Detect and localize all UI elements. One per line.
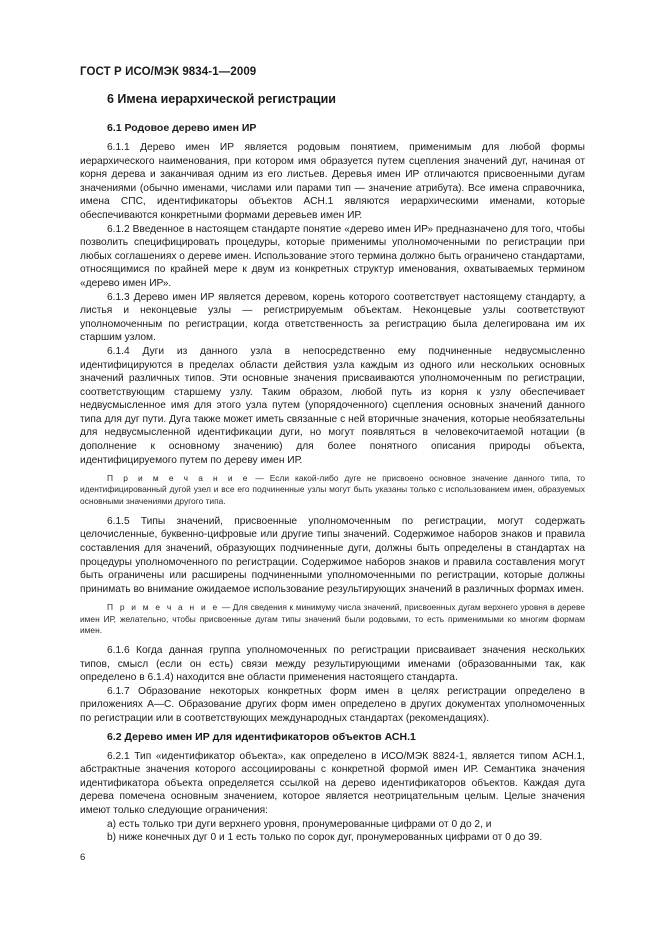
- section-6-title: 6 Имена иерархической регистрации: [107, 92, 336, 106]
- paragraph-6-1-1: 6.1.1 Дерево имен ИР является родовым понятием, применимым для любой формы иерархического наименования, при котором имя образуется путем сцепления значений дуг, начиная от корня дерева и заканчивая одним из его листьев. Деревья имен ИР отличаются присвоенными дугам значениями (обычно именами, числами или парами тип — значение атрибута). Все имена справочника, имена СПС, идентификаторы объектов АСН.1 являются иерархическими именами, которые обеспечиваются конкретными формами деревьев имен ИР.: [80, 142, 585, 221]
- subsection-6-1-title: 6.1 Родовое дерево имен ИР: [107, 122, 257, 134]
- paragraph-6-1-2: 6.1.2 Введенное в настоящем стандарте понятие «дерево имен ИР» предназначено для того, чтобы позволить специфицировать процедуры, которые применимы уполномоченными по регистрации при любых соглашениях о дереве имен. Использование этого термина должно быть ограничено стандартами, относящимися по крайней мере к двум из конкретных структур именования, охватываемых термином «дерево имен ИР».: [80, 223, 585, 289]
- standard-header: ГОСТ Р ИСО/МЭК 9834-1—2009: [80, 66, 257, 78]
- list-item-b: b) ниже конечных дуг 0 и 1 есть только по сорок дуг, пронумерованных цифрами от 0 до 39.: [107, 832, 543, 844]
- page-number: 6: [80, 852, 86, 863]
- paragraph-6-2-1: 6.2.1 Тип «идентификатор объекта», как определено в ИСО/МЭК 8824-1, является типом АСН.1, абстрактные значения которого ассоциированы с конкретной формой имен ИР. Семантика значения идентификатора объекта определяется ссылкой на дерево идентификаторов объектов. Каждая дуга дерева помечена основным значением, которое является неотрицательным целым. Целые значения имеют только следующие ограничения:: [80, 750, 585, 816]
- paragraph-6-1-5: 6.1.5 Типы значений, присвоенные уполномоченным по регистрации, могут содержать целочисленные, буквенно-цифровые или другие типы значений. Содержимое наборов знаков и правила составления для значений, образующих подчиненные дуги, должны быть определены в стандартах на процедуры уполномоченного по регистрации. Содержимое наборов знаков и правила составления могут быть ограничены или расширены подчиненными уполномоченными по регистрации, которые должны принимать во внимание ожидаемое использование результирующих значений в различных формах имен.: [80, 515, 585, 595]
- paragraph-6-1-4: 6.1.4 Дуги из данного узла в непосредственно ему подчиненные недвусмысленно идентифицируются в пределах области действия узла каждым из одного или нескольких основных значений различных типов. Эти основные значения присваиваются уполномоченным по регистрации, соответствующим старшему узлу. Таким образом, любой путь из корня к узлу обеспечивает недвусмысленное имя для этого узла путем (упорядоченного) сцепления основных значений данного типа для дуг пути. Дуга также может иметь связанные с ней вторичные значения, которые необязательны для недвусмысленной идентификации дуги, но могут появляться в человекочитаемой нотации (в дополнение к основному значению) для более понятного описания природы объекта, идентифицируемого путем по дереву имен ИР.: [80, 345, 585, 466]
- note-1-text: — Если какой-либо дуге не присвоено основное значение данного типа, то идентифицированный дугой узел и все его подчиненные узлы могут быть указаны только с использованием имен, образуемых основными значениями другого типа.: [80, 473, 585, 506]
- paragraph-6-1-3: 6.1.3 Дерево имен ИР является деревом, корень которого соответствует настоящему стандарту, а листья и неконцевые узлы — регистрируемым объектам. Неконцевые узлы соответствуют уполномоченным по регистрации, когда ответственность за регистрацию была делегирована им их старшим узлом.: [80, 291, 585, 344]
- note-2: [80, 602, 585, 636]
- note-2-text: — Для сведения к минимуму числа значений, присвоенных дугам верхнего уровня в дереве имен ИР, желательно, чтобы присвоенные дугам типы значений были родовыми, то есть применимыми ко многим формам имен.: [80, 602, 585, 635]
- list-item-a: a) есть только три дуги верхнего уровня, пронумерованные цифрами от 0 до 2, и: [107, 818, 492, 830]
- subsection-6-2-title: 6.2 Дерево имен ИР для идентификаторов объектов АСН.1: [107, 730, 416, 743]
- note-1-label: П р и м е ч а н и е: [107, 473, 250, 484]
- page-body: [80, 92, 585, 845]
- paragraph-6-1-7: 6.1.7 Образование некоторых конкретных форм имен в целях регистрации определено в приложениях А—С. Образование других форм имен определено в других документах уполномоченных по регистрации или в соответствующих международных стандартах (рекомендациях).: [80, 685, 585, 724]
- paragraph-6-1-6: 6.1.6 Когда данная группа уполномоченных по регистрации присваивает значения нескольких типов, смысл (если он есть) связи между результирующими именами (образованными так, как определено в 6.1.4) находится вне области применения настоящего стандарта.: [80, 645, 585, 684]
- note-2-label: П р и м е ч а н и е: [107, 602, 220, 613]
- note-1: [80, 473, 585, 507]
